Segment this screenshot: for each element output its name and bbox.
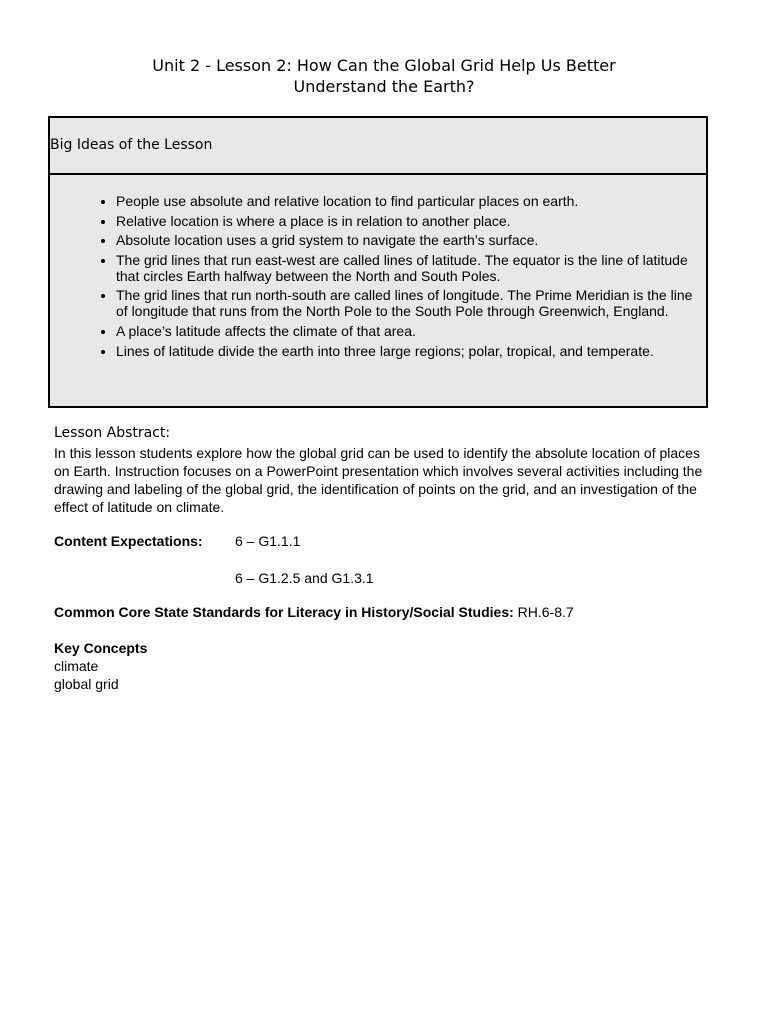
big-idea-item: • Lines of latitude divide the earth into three large regions; polar, tropical, and temperate.	[116, 343, 698, 359]
key-concept-item: global grid	[54, 676, 119, 692]
key-concept-item: climate	[54, 658, 99, 674]
common-core-label: Common Core State Standards for Literacy in History/Social Studies:	[54, 604, 514, 620]
big-ideas-list	[50, 175, 706, 359]
content-expectation-value: 6 – G1.2.5 and G1.3.1	[235, 570, 374, 586]
big-idea-item: • People use absolute and relative location to find particular places on earth.	[116, 193, 698, 209]
common-core-value: RH.6-8.7	[517, 604, 574, 620]
big-idea-item: • Relative location is where a place is in relation to another place.	[116, 213, 698, 229]
document-title	[60, 55, 708, 97]
document-title-line-2: Understand the Earth?	[293, 77, 475, 96]
big-idea-item: • The grid lines that run east-west are called lines of latitude. The equator is the line of latitude that circles Earth halfway between the North and South Poles.	[116, 252, 698, 284]
key-concepts-list	[54, 657, 119, 693]
document-title-line-1: Unit 2 - Lesson 2: How Can the Global Grid Help Us Better	[152, 56, 616, 75]
big-idea-item: • Absolute location uses a grid system to navigate the earth’s surface.	[116, 232, 698, 248]
abstract-body: In this lesson students explore how the global grid can be used to identify the absolute location of places on Earth. Instruction focuses on a PowerPoint presentation which involves several activities including the drawing and labeling of the global grid, the identification of points on the grid, and an investigation of the effect of latitude on climate.	[54, 445, 703, 515]
content-expectation-value: 6 – G1.1.1	[235, 533, 301, 549]
big-idea-item: • A place’s latitude affects the climate of that area.	[116, 323, 698, 339]
key-concepts-label: Key Concepts	[54, 640, 148, 656]
big-ideas-header: Big Ideas of the Lesson	[50, 118, 706, 175]
content-expectations-label: Content Expectations:	[54, 533, 203, 549]
common-core-row	[54, 603, 574, 621]
big-idea-item: • The grid lines that run north-south are called lines of longitude. The Prime Meridian is the line of longitude that runs from the North Pole to the South Pole through Greenwich, England.	[116, 287, 698, 319]
big-ideas-box	[48, 116, 708, 408]
abstract-label: Lesson Abstract:	[54, 425, 171, 441]
